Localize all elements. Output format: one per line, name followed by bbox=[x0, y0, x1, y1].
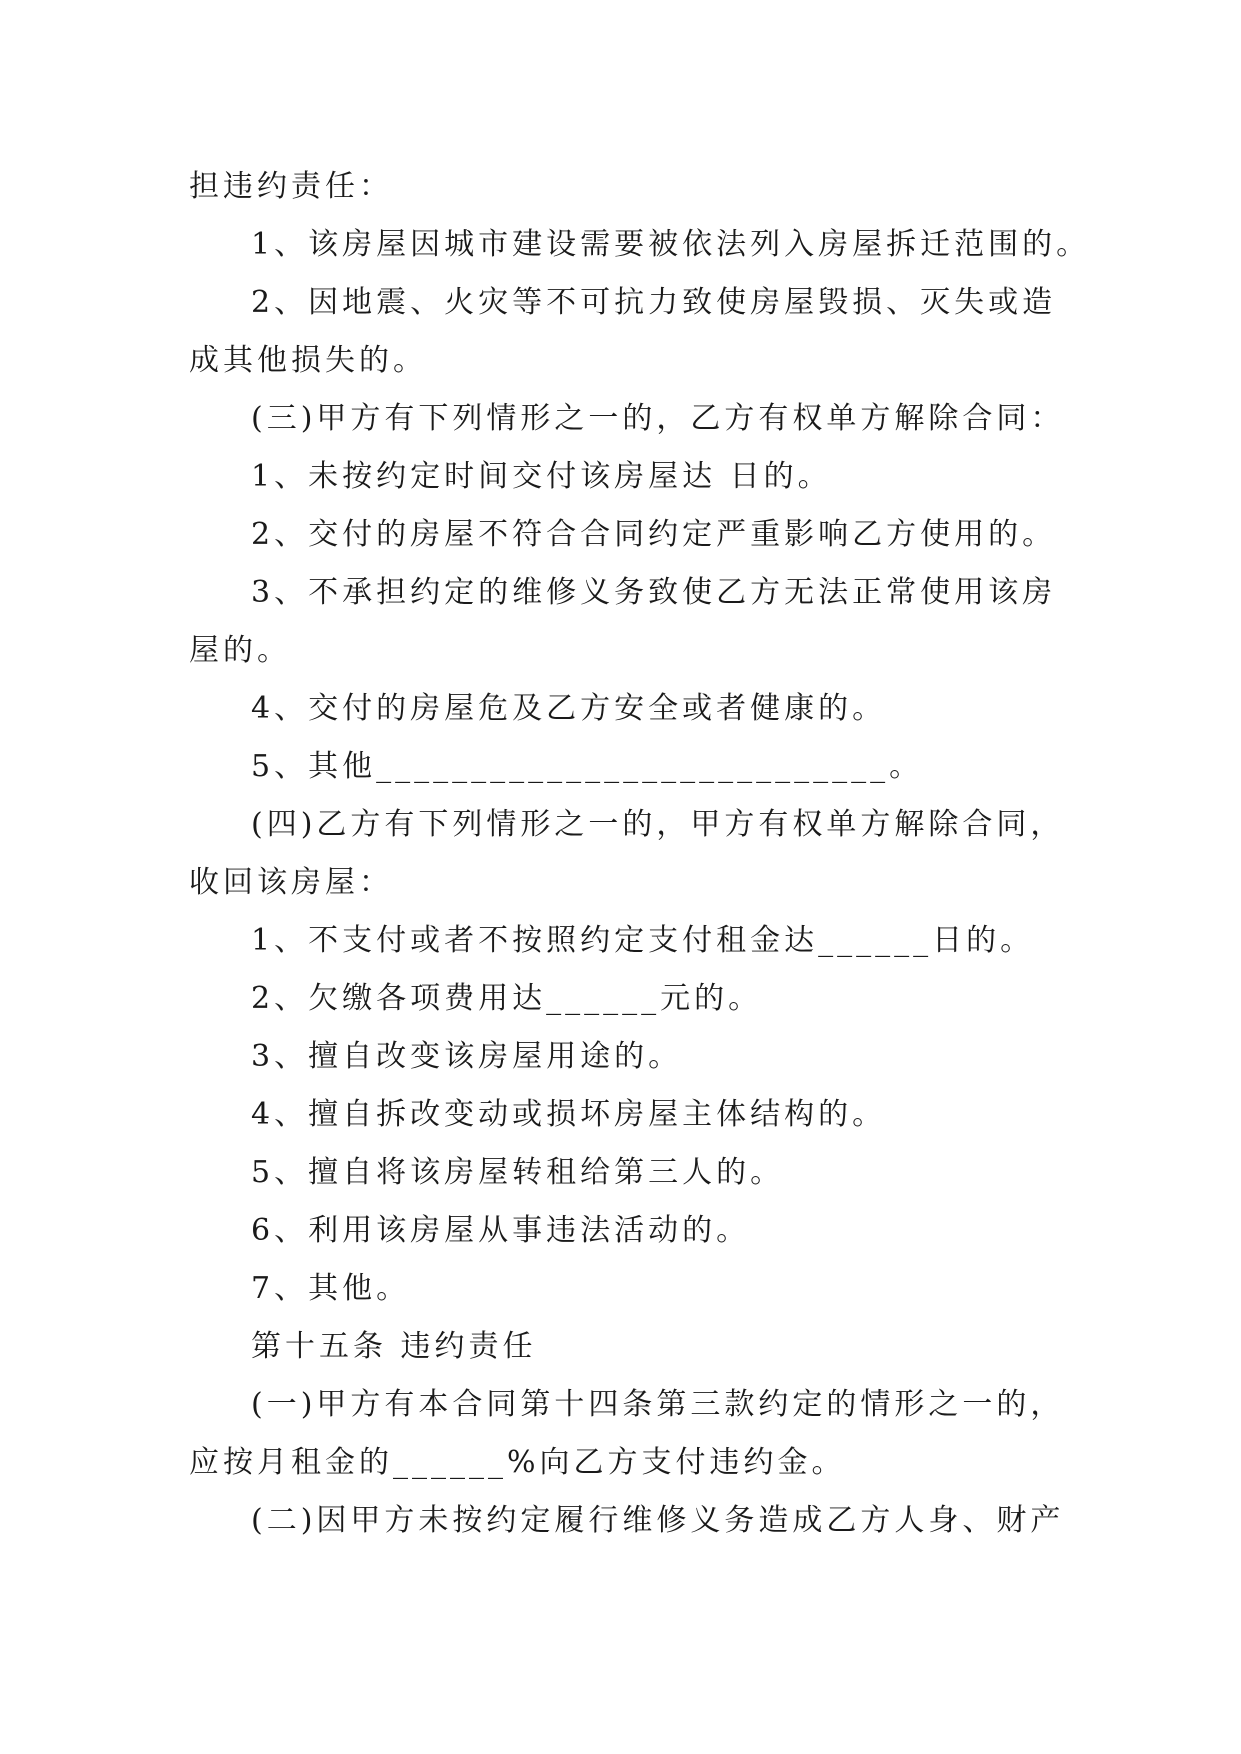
text-line: 4、擅自拆改变动或损坏房屋主体结构的。 bbox=[251, 1097, 887, 1132]
text-line: 6、利用该房屋从事违法活动的。 bbox=[251, 1213, 751, 1248]
text-line: 1、不支付或者不按照约定支付租金达______日的。 bbox=[251, 923, 1035, 958]
text-line: 收回该房屋： bbox=[189, 865, 393, 900]
article-heading: 第十五条 违约责任 bbox=[251, 1329, 537, 1364]
text-line: 1、未按约定时间交付该房屋达 日的。 bbox=[251, 459, 832, 494]
text-line: 3、擅自改变该房屋用途的。 bbox=[251, 1039, 683, 1074]
text-line: (一)甲方有本合同第十四条第三款约定的情形之一的， bbox=[251, 1387, 1065, 1422]
text-line: 成其他损失的。 bbox=[189, 343, 427, 378]
document-body bbox=[189, 158, 1091, 1550]
text-line: 2、因地震、火灾等不可抗力致使房屋毁损、灭失或造 bbox=[251, 285, 1057, 320]
text-line: 2、交付的房屋不符合合同约定严重影响乙方使用的。 bbox=[251, 517, 1057, 552]
section-heading-three: (三)甲方有下列情形之一的，乙方有权单方解除合同： bbox=[251, 401, 1065, 436]
text-line: (二)因甲方未按约定履行维修义务造成乙方人身、财产 bbox=[251, 1503, 1065, 1538]
text-line: 7、其他。 bbox=[251, 1271, 411, 1306]
text-line: 1、该房屋因城市建设需要被依法列入房屋拆迁范围的。 bbox=[251, 227, 1091, 262]
text-line: 担违约责任： bbox=[189, 169, 393, 204]
text-line: 5、擅自将该房屋转租给第三人的。 bbox=[251, 1155, 785, 1190]
text-line: 5、其他___________________________。 bbox=[251, 749, 924, 784]
section-heading-four: (四)乙方有下列情形之一的，甲方有权单方解除合同， bbox=[251, 807, 1065, 842]
text-line: 4、交付的房屋危及乙方安全或者健康的。 bbox=[251, 691, 887, 726]
text-line: 3、不承担约定的维修义务致使乙方无法正常使用该房 bbox=[251, 575, 1057, 610]
text-line: 应按月租金的______%向乙方支付违约金。 bbox=[189, 1445, 846, 1480]
text-line: 屋的。 bbox=[189, 633, 291, 668]
text-line: 2、欠缴各项费用达______元的。 bbox=[251, 981, 763, 1016]
